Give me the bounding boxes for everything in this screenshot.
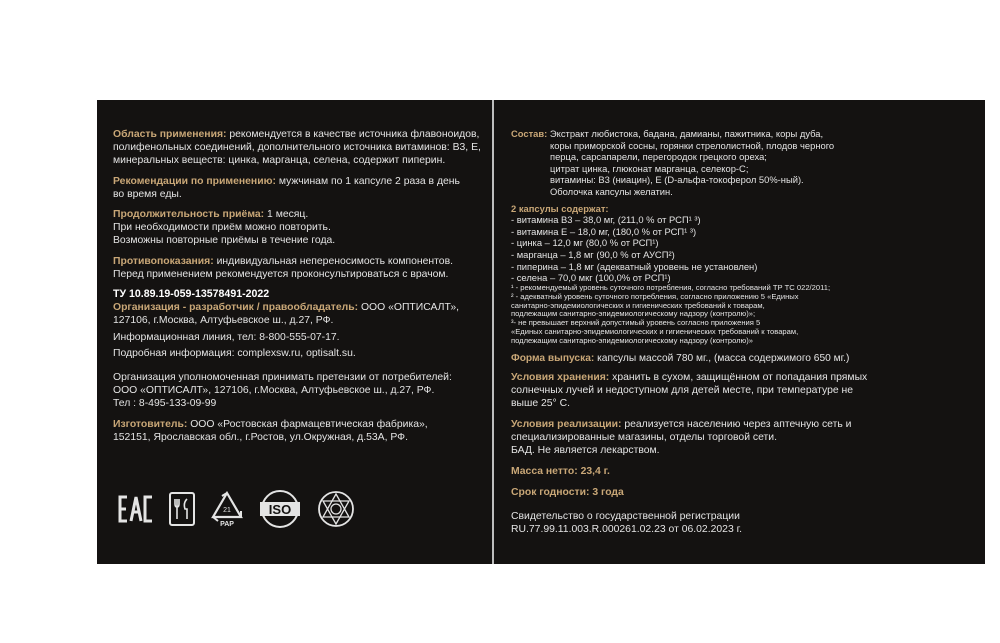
left-column — [113, 128, 485, 444]
application-area: Область применения: рекомендуется в качестве источника флавоноидов, полифенольных соединений, дополнительного источника витаминов: В3, Е, минеральных веществ: цинка, марганца, селена, содержит пиперин. — [113, 129, 481, 167]
application-area-label: Область применения: — [113, 129, 227, 140]
iso-icon — [258, 489, 302, 529]
manufacturer-label: Изготовитель: — [113, 418, 188, 430]
glass-fork-emblem-icon — [316, 489, 356, 529]
eac-mark-icon — [118, 493, 154, 525]
sale-conditions: Условия реализации: реализуется населению через аптечную сеть и специализированные магазины, отделы торговой сети. БАД. Не является лекарством. — [511, 418, 852, 457]
list-item: - пиперина – 1,8 мг (адекватный уровень не установлен) — [511, 260, 758, 272]
column-divider — [492, 100, 494, 564]
food-contact-icon — [168, 491, 196, 527]
pap-number: 21 — [223, 507, 231, 514]
recycling-pap-icon — [210, 490, 244, 528]
list-item: - марганца – 1,8 мг (90,0 % от АУСП²) — [511, 248, 675, 260]
capsule-content — [511, 203, 871, 284]
release-form: Форма выпуска: капсулы массой 780 мг., (масса содержимого 650 мг.) — [511, 353, 850, 365]
list-item: - витамина Е – 18,0 мг, (180,0 % от РСП¹ ³) — [511, 225, 697, 237]
composition-label: Состав: — [511, 128, 548, 139]
net-weight — [511, 465, 871, 478]
claims-organization: Организация уполномоченная принимать претензии от потребителей: ООО «ОПТИСАЛТ», 127106, г.Москва, Алтуфьевское ш., д.27, РФ. Тел : 8-495-133-09-99 — [113, 372, 452, 410]
list-item: - витамина В3 – 38,0 мг, (211,0 % от РСП¹ ³) — [511, 214, 701, 226]
info-phone: Информационная линия, тел: 8-800-555-07-17. — [113, 331, 340, 343]
release-form-label: Форма выпуска: — [511, 353, 595, 365]
net-weight-label: Масса нетто: — [511, 466, 578, 478]
duration-label: Продолжительность приёма: — [113, 209, 265, 221]
usage-label: Рекомендации по применению: — [113, 175, 276, 187]
info-websites: Подробная информация: complexsw.ru, optisalt.su. — [113, 347, 356, 359]
contraindications-label: Противопоказания: — [113, 255, 214, 267]
tu-standard: ТУ 10.89.19-059-13578491-2022 — [113, 288, 270, 301]
intake-duration: Продолжительность приёма: 1 месяц. При необходимости приём можно повторить. Возможны повторные приёмы в течение года. — [113, 209, 336, 247]
developer-organization: Организация - разработчик / правообладатель: ООО «ОПТИСАЛТ», 127106, г.Москва, Алтуфьевское ш., д.27, РФ. Информационная линия, тел: 8-800-555-07-17. Подробная информация: complexsw.ru, optisalt.su. — [113, 301, 485, 360]
sale-label: Условия реализации: — [511, 418, 622, 430]
list-item: - цинка – 12,0 мг (80,0 % от РСП¹) — [511, 237, 659, 249]
developer-label: Организация - разработчик / правообладатель: — [113, 302, 359, 314]
list-item: - селена – 70,0 мкг (100,0% от РСП¹) — [511, 272, 671, 284]
manufacturer: Изготовитель: ООО «Ростовская фармацевтическая фабрика», 152151, Ярославская обл., г.Ростов, ул.Окружная, д.53А, РФ. — [113, 418, 428, 443]
shelf-life — [511, 486, 871, 499]
composition: Состав: Экстракт любистока, бадана, дамианы, пажитника, коры дуба, коры приморской сосны, горянки стрелолистной, плодов черного перца, сарсапарели, перегородок грецкого ореха; цитрат цинка, глюконат марганца, селекор-С; витамины: В3 (ниацин), Е (D-альфа-токоферол 50%-ный). Оболочка капсулы желатин. — [511, 128, 835, 197]
capsule-content-label: 2 капсулы содержат: — [511, 202, 609, 214]
usage-recommendations: Рекомендации по применению: мужчинам по 1 капсуле 2 раза в день во время еды. — [113, 175, 460, 200]
storage-conditions: Условия хранения: хранить в сухом, защищённом от попадания прямых солнечных лучей и недоступном для детей месте, при температуре не выше 25° С. — [511, 372, 868, 410]
storage-label: Условия хранения: — [511, 372, 610, 384]
net-weight-value: 23,4 г. — [577, 466, 610, 478]
pap-label: PAP — [220, 521, 234, 528]
shelf-life-label: Срок годности: — [511, 487, 590, 499]
iso-text: ISO — [268, 502, 292, 517]
shelf-life-value: 3 года — [589, 487, 624, 499]
footnotes: ¹ - рекомендуемый уровень суточного потребления, согласно требований ТР ТС 022/2011; ² - адекватный уровень суточного потребления, согласно приложению 5 «Единых санитарно-эпидемиологических и гигиенических требований к товарам, подлежащим санитарно-эпидемиологическому надзору (контролю)»; ³- не превышает верхний допустимый уровень согласно приложения 5 «Единых санитарно-эпидемиологических и гигиенических требований к товарам, подлежащим санитарно-эпидемиологическому надзору (контролю)» — [511, 282, 831, 346]
registration-certificate: Свидетельство о государственной регистрации RU.77.99.11.003.R.000261.02.23 от 06.02.2023 г. — [511, 510, 743, 535]
contraindications: Противопоказания: индивидуальная непереносимость компонентов. Перед применением рекомендуется проконсультироваться с врачом. — [113, 255, 453, 280]
right-column — [511, 128, 871, 536]
certification-icons — [118, 486, 356, 532]
